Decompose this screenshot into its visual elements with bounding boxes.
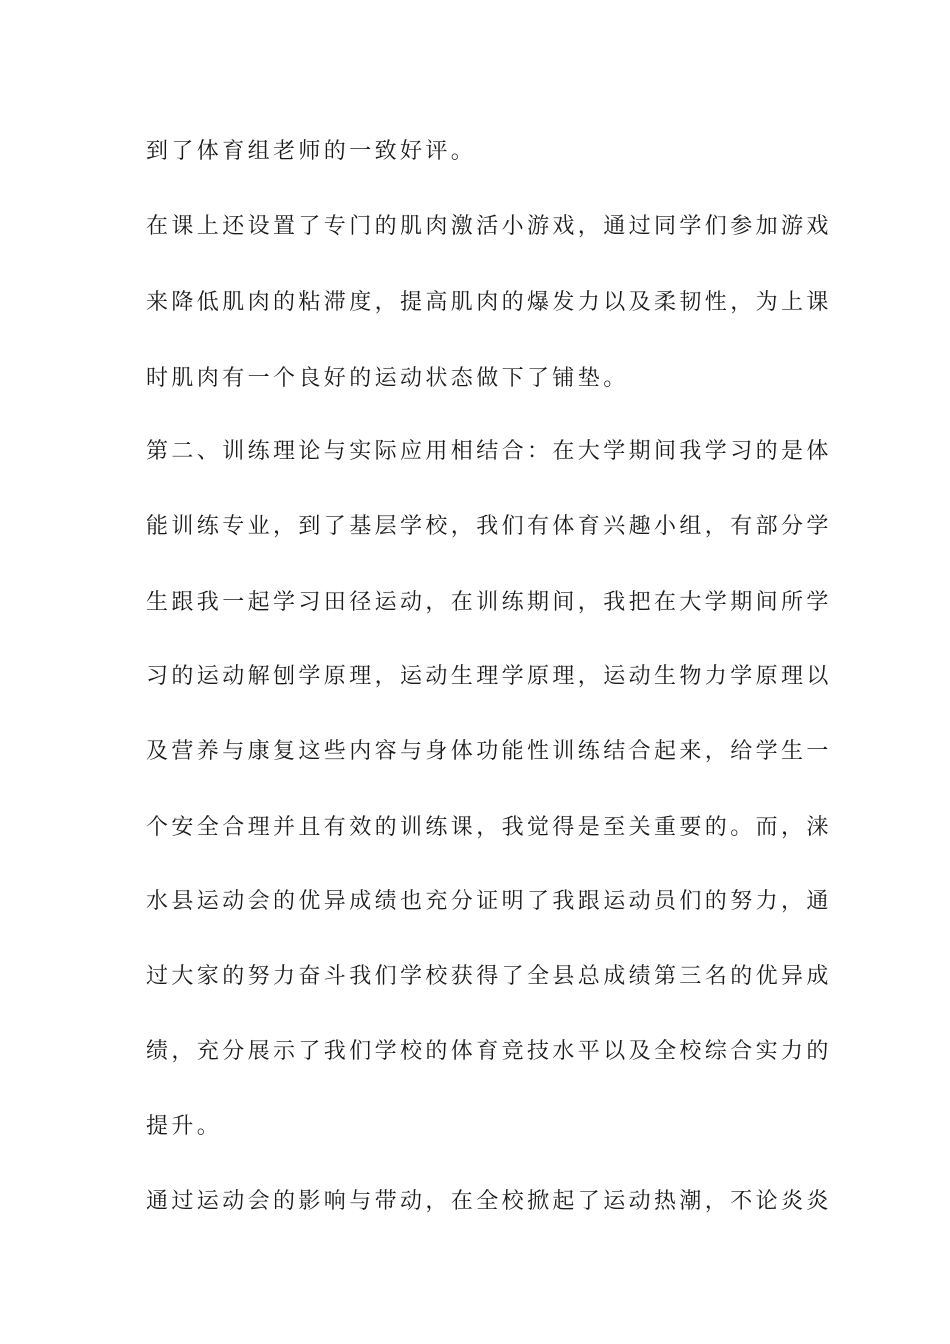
text-line: 提升。 [146, 1114, 223, 1139]
text-line: 水县运动会的优异成绩也充分证明了我跟运动员们的努力，通 [146, 889, 832, 914]
text-line: 能训练专业，到了基层学校，我们有体育兴趣小组，有部分学 [146, 514, 832, 539]
text-line: 来降低肌肉的粘滞度，提高肌肉的爆发力以及柔韧性，为上课 [146, 290, 832, 315]
text-line: 在课上还设置了专门的肌肉激活小游戏，通过同学们参加游戏 [146, 214, 832, 239]
text-line: 通过运动会的影响与带动，在全校掀起了运动热潮，不论炎炎 [146, 1189, 832, 1214]
text-line: 第二、训练理论与实际应用相结合：在大学期间我学习的是体 [146, 439, 832, 464]
text-line: 生跟我一起学习田径运动，在训练期间，我把在大学期间所学 [146, 590, 832, 615]
text-line: 时肌肉有一个良好的运动状态做下了铺垫。 [146, 366, 629, 391]
text-line: 个安全合理并且有效的训练课，我觉得是至关重要的。而，涞 [146, 815, 832, 840]
text-line: 到了体育组老师的一致好评。 [146, 139, 477, 164]
text-line: 及营养与康复这些内容与身体功能性训练结合起来，给学生一 [146, 739, 832, 764]
text-line: 过大家的努力奋斗我们学校获得了全县总成绩第三名的优异成 [146, 964, 832, 989]
text-line: 绩，充分展示了我们学校的体育竞技水平以及全校综合实力的 [146, 1039, 832, 1064]
text-line: 习的运动解刨学原理，运动生理学原理，运动生物力学原理以 [146, 664, 832, 689]
